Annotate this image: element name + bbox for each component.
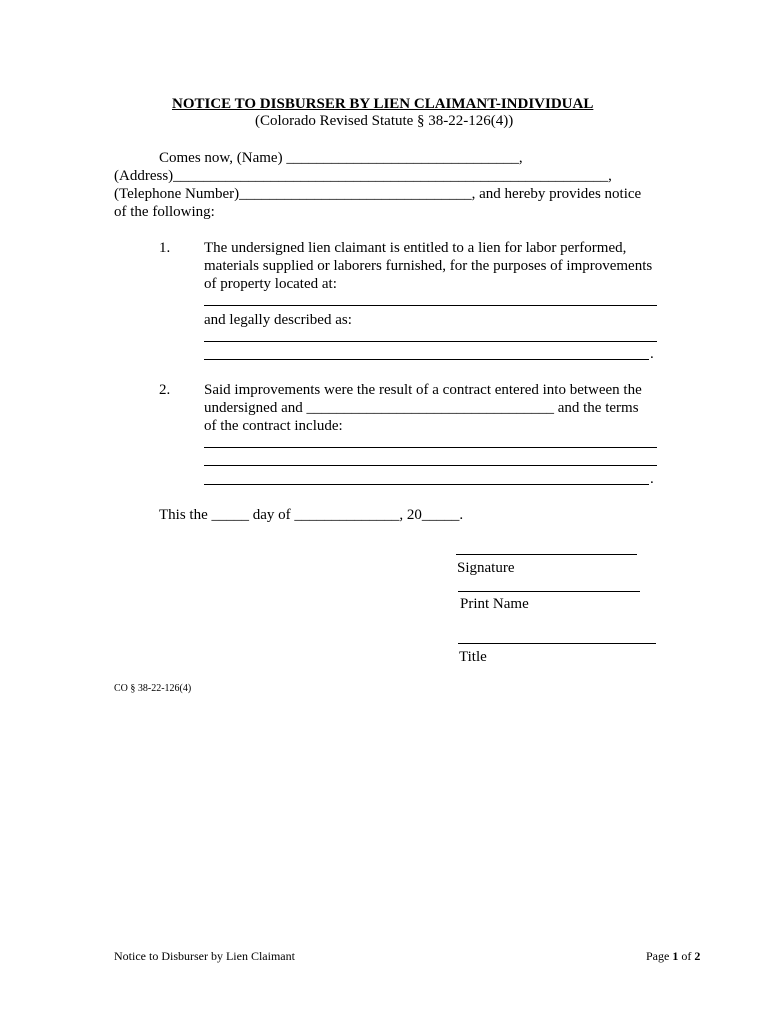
legal-description-blank[interactable] [204,341,657,342]
legal-description-label: and legally described as: [204,312,352,328]
item-2-end-period: . [650,471,654,487]
page-prefix: Page [646,949,673,963]
page-number [646,949,700,963]
intro-name-line: Comes now, (Name) _______________________________, [159,150,523,166]
document-subtitle: (Colorado Revised Statute § 38-22-126(4)) [255,113,514,129]
title-label: Title [459,649,487,665]
page-of: of [678,949,695,963]
item-2-text-line: of the contract include: [204,418,343,434]
item-2-number: 2. [159,382,171,398]
print-name-blank[interactable] [458,591,640,592]
item-1-end-period: . [650,346,654,362]
contract-terms-blank[interactable] [204,484,649,485]
item-1-text-line: materials supplied or laborers furnished, for the purposes of improvements [204,258,653,274]
legal-description-blank[interactable] [204,359,649,360]
item-1-number: 1. [159,240,171,256]
item-1-text-line: The undersigned lien claimant is entitled to a lien for labor performed, [204,240,627,256]
statute-reference: CO § 38-22-126(4) [114,683,192,694]
property-location-blank[interactable] [204,305,657,306]
document-title: NOTICE TO DISBURSER BY LIEN CLAIMANT-INDIVIDUAL [172,96,594,112]
date-line: This the _____ day of ______________, 20_____. [159,507,464,523]
title-blank[interactable] [458,643,656,644]
item-2-text-line: Said improvements were the result of a contract entered into between the [204,382,642,398]
item-2-text-line: undersigned and _________________________________ and the terms [204,400,639,416]
signature-label: Signature [457,560,515,576]
page-total: 2 [694,949,701,963]
print-name-label: Print Name [460,596,529,612]
intro-telephone-line: (Telephone Number)_______________________________, and hereby provides notice [114,186,642,202]
intro-following-line: of the following: [114,204,215,220]
contract-terms-blank[interactable] [204,465,657,466]
item-1-text-line: of property located at: [204,276,337,292]
signature-blank[interactable] [456,554,637,555]
contract-terms-blank[interactable] [204,447,657,448]
footer-document-name: Notice to Disburser by Lien Claimant [114,949,295,963]
page-current: 1 [672,949,679,963]
intro-address-line: (Address)__________________________________________________________, [114,168,612,184]
